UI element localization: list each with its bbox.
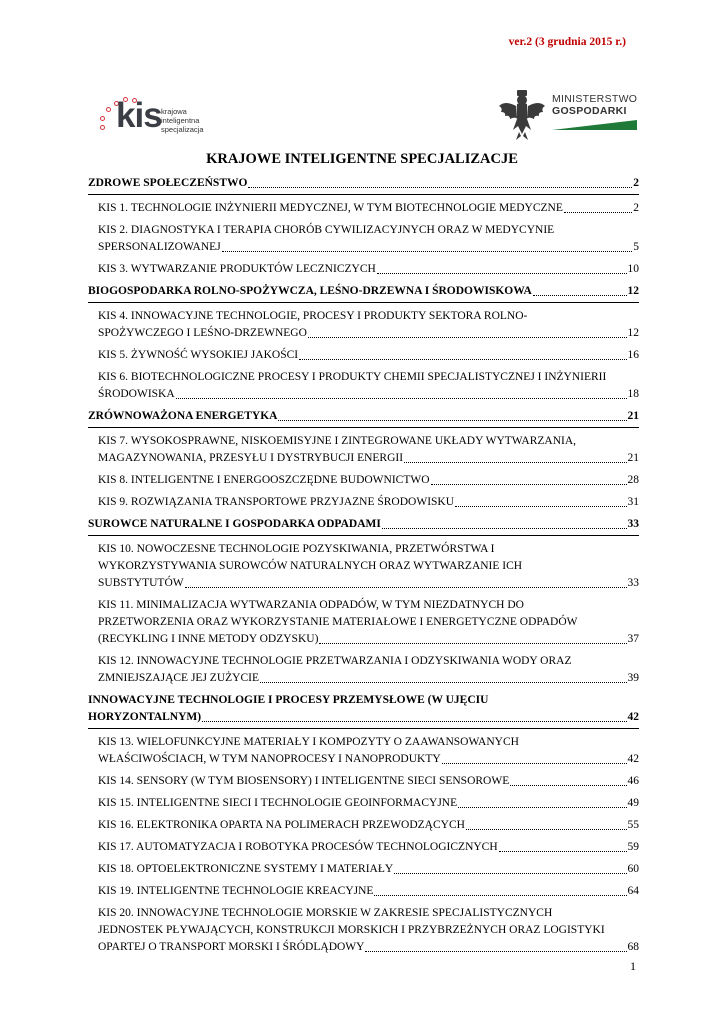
toc-section-title: HORYZONTALNYM) (88, 711, 202, 723)
toc-section-heading[interactable] (88, 283, 639, 303)
toc-entry[interactable] (98, 200, 639, 217)
toc-page-number: 60 (627, 863, 639, 875)
kis-logo-line: krajowa (161, 107, 187, 116)
dot-leader (278, 420, 626, 421)
polish-eagle-emblem-icon (497, 88, 547, 142)
toc-page-number: 28 (627, 474, 639, 486)
page-number: 1 (630, 959, 636, 973)
toc-section-title: ZDROWE SPOŁECZEŃSTWO (88, 177, 248, 189)
toc-entry[interactable] (98, 883, 639, 900)
toc-page-number: 16 (627, 349, 639, 361)
toc-entry-title: SPOŻYWCZEGO I LEŚNO-DRZEWNEGO (98, 327, 307, 339)
toc-entry[interactable] (98, 347, 639, 364)
kis-logo-line: specjalizacja (161, 125, 204, 134)
dot-leader (202, 721, 626, 722)
toc-page-number: 49 (627, 797, 639, 809)
toc-entry-title: KIS 16. ELEKTRONIKA OPARTA NA POLIMERACH PRZEWODZĄCYCH (98, 819, 465, 831)
toc-entry-title: KIS 12. INNOWACYJNE TECHNOLOGIE PRZETWARZANIA I ODZYSKIWANIA WODY ORAZ (98, 655, 572, 667)
dot-leader (455, 506, 626, 507)
toc-page-number: 5 (633, 241, 639, 253)
dot-leader (308, 337, 627, 338)
toc-entry-title: KIS 4. INNOWACYJNE TECHNOLOGIE, PROCESY I PRODUKTY SEKTORA ROLNO- (98, 310, 528, 322)
toc-entry-title: WYKORZYSTYWANIA SUROWCÓW NATURALNYCH ORAZ WYTWARZANIE ICH (98, 560, 523, 572)
logo-dot (106, 107, 111, 112)
ministry-line-1: MINISTERSTWO (552, 93, 638, 105)
toc-page-number: 33 (627, 577, 639, 589)
toc-entry[interactable] (98, 817, 639, 834)
toc-entry-title: KIS 6. BIOTECHNOLOGICZNE PROCESY I PRODUKTY CHEMII SPECJALISTYCZNEJ I INŻYNIERII (98, 371, 607, 383)
dot-leader (319, 643, 626, 644)
toc-entry[interactable] (98, 222, 639, 256)
toc-entry[interactable] (98, 472, 639, 489)
kis-logo-line: inteligentna (161, 116, 200, 125)
dot-leader (299, 359, 626, 360)
toc-section-title: ZRÓWNOWAŻONA ENERGETYKA (88, 410, 278, 422)
toc-entry[interactable] (98, 541, 639, 592)
toc-page-number: 37 (627, 633, 639, 645)
toc-page-number: 55 (627, 819, 639, 831)
toc-page-number: 12 (627, 285, 639, 297)
dot-leader (382, 528, 627, 529)
toc-entry-title: KIS 19. INTELIGENTNE TECHNOLOGIE KREACYJNE (98, 885, 374, 897)
dot-leader (564, 212, 632, 213)
toc-entry[interactable] (98, 839, 639, 856)
toc-entry-title: KIS 10. NOWOCZESNE TECHNOLOGIE POZYSKIWANIA, PRZETWÓRSTWA I (98, 543, 495, 555)
toc-page-number: 33 (627, 518, 639, 530)
toc-entry[interactable] (98, 261, 639, 278)
logo-dot (100, 125, 105, 130)
toc-entry-title: KIS 3. WYTWARZANIE PRODUKTÓW LECZNICZYCH (98, 263, 376, 275)
toc-section-title: SUROWCE NATURALNE I GOSPODARKA ODPADAMI (88, 518, 381, 530)
toc-entry[interactable] (98, 734, 639, 768)
ministry-logo (497, 88, 637, 142)
toc-entry-title: JEDNOSTEK PŁYWAJĄCYCH, KONSTRUKCJI MORSKICH I PRZYBRZEŻNYCH ORAZ LOGISTYKI (98, 924, 605, 936)
toc-entry-title: OPARTEJ O TRANSPORT MORSKI I ŚRÓDLĄDOWY (98, 941, 365, 953)
toc-entry-title: ZMNIEJSZAJĄCE JEJ ZUŻYCIE (98, 672, 259, 684)
toc-page-number: 42 (627, 711, 639, 723)
version-label: ver.2 (3 grudnia 2015 r.) (508, 36, 626, 48)
toc-section-heading[interactable] (88, 692, 639, 729)
kis-logo (97, 94, 222, 138)
dot-leader (260, 682, 627, 683)
toc-entry-title: KIS 5. ŻYWNOŚĆ WYSOKIEJ JAKOŚCI (98, 349, 299, 361)
toc-entry[interactable] (98, 597, 639, 648)
toc-entry[interactable] (98, 494, 639, 511)
toc-entry-title: KIS 18. OPTOELEKTRONICZNE SYSTEMY I MATERIAŁY (98, 863, 394, 875)
toc-entry-title: WŁAŚCIWOŚCIACH, W TYM NANOPROCESY I NANOPRODUKTY (98, 753, 441, 765)
toc-entry[interactable] (98, 653, 639, 687)
logo-dot (100, 116, 105, 121)
toc-page-number: 68 (627, 941, 639, 953)
toc-section-heading[interactable] (88, 408, 639, 428)
dot-leader (458, 807, 626, 808)
ministry-green-stripe-icon (552, 120, 637, 130)
toc-page-number: 59 (627, 841, 639, 853)
dot-leader (176, 398, 627, 399)
dot-leader (510, 785, 626, 786)
dot-leader (394, 873, 626, 874)
toc-entry-title: SUBSTYTUTÓW (98, 577, 184, 589)
toc-page-number: 10 (627, 263, 639, 275)
toc-page-number: 18 (627, 388, 639, 400)
toc-entry-title: KIS 13. WIELOFUNKCYJNE MATERIAŁY I KOMPOZYTY O ZAAWANSOWANYCH (98, 736, 519, 748)
toc-entry-title: (RECYKLING I INNE METODY ODZYSKU) (98, 633, 319, 645)
toc-entry-title: KIS 20. INNOWACYJNE TECHNOLOGIE MORSKIE W ZAKRESIE SPECJALISTYCZNYCH (98, 907, 553, 919)
toc-page-number: 12 (627, 327, 639, 339)
toc-entry[interactable] (98, 308, 639, 342)
dot-leader (499, 851, 627, 852)
document-title: KRAJOWE INTELIGENTNE SPECJALIZACJE (206, 151, 518, 167)
toc-section-title: BIOGOSPODARKA ROLNO-SPOŻYWCZA, LEŚNO-DRZEWNA I ŚRODOWISKOWA (88, 285, 532, 297)
toc-section-heading[interactable] (88, 175, 639, 195)
toc-entry[interactable] (98, 433, 639, 467)
toc-page-number: 21 (627, 410, 639, 422)
dot-leader (248, 187, 632, 188)
toc-entry-title: KIS 15. INTELIGENTNE SIECI I TECHNOLOGIE GEOINFORMACYJNE (98, 797, 458, 809)
dot-leader (365, 951, 626, 952)
dot-leader (222, 251, 633, 252)
toc-page-number: 46 (627, 775, 639, 787)
dot-leader (377, 273, 627, 274)
toc-entry-title: KIS 17. AUTOMATYZACJA I ROBOTYKA PROCESÓW TECHNOLOGICZNYCH (98, 841, 498, 853)
toc-entry-title: KIS 2. DIAGNOSTYKA I TERAPIA CHORÓB CYWILIZACYJNYCH ORAZ W MEDYCYNIE (98, 224, 555, 236)
toc-entry-title: KIS 11. MINIMALIZACJA WYTWARZANIA ODPADÓW, W TYM NIEZDATNYCH DO (98, 599, 524, 611)
toc-entry[interactable] (98, 773, 639, 790)
ministry-logo-text (552, 93, 637, 117)
toc-page-number: 2 (633, 202, 639, 214)
toc-page-number: 31 (627, 496, 639, 508)
dot-leader (185, 587, 627, 588)
toc-entry[interactable] (98, 905, 639, 956)
ministry-line-2: GOSPODARKI (552, 105, 627, 117)
toc-entry-title: KIS 1. TECHNOLOGIE INŻYNIERII MEDYCZNEJ, W TYM BIOTECHNOLOGIE MEDYCZNE (98, 202, 563, 214)
dot-leader (442, 763, 627, 764)
toc-entry[interactable] (98, 369, 639, 403)
dot-leader (404, 462, 626, 463)
kis-logo-word: kis (116, 96, 162, 135)
toc-page-number: 42 (627, 753, 639, 765)
toc-entry-title: SPERSONALIZOWANEJ (98, 241, 221, 253)
toc-entry-title: KIS 7. WYSOKOSPRAWNE, NISKOEMISYJNE I ZINTEGROWANE UKŁADY WYTWARZANIA, (98, 435, 577, 447)
toc-page-number: 2 (633, 177, 639, 189)
toc-section-title: INNOWACYJNE TECHNOLOGIE I PROCESY PRZEMYSŁOWE (W UJĘCIU (88, 694, 489, 706)
dot-leader (374, 895, 626, 896)
toc-page-number: 21 (627, 452, 639, 464)
toc-entry-title: MAGAZYNOWANIA, PRZESYŁU I DYSTRYBUCJI ENERGII (98, 452, 404, 464)
table-of-contents (88, 175, 639, 961)
toc-entry-title: KIS 14. SENSORY (W TYM BIOSENSORY) I INTELIGENTNE SIECI SENSOROWE (98, 775, 510, 787)
toc-entry-title: KIS 8. INTELIGENTNE I ENERGOOSZCZĘDNE BUDOWNICTWO (98, 474, 430, 486)
toc-entry-title: KIS 9. ROZWIĄZANIA TRANSPORTOWE PRZYJAZNE ŚRODOWISKU (98, 496, 455, 508)
dot-leader (466, 829, 627, 830)
toc-entry-title: PRZETWORZENIA ORAZ WYKORZYSTANIE MATERIAŁOWE I ENERGETYCZNE ODPADÓW (98, 616, 578, 628)
toc-entry[interactable] (98, 795, 639, 812)
toc-entry[interactable] (98, 861, 639, 878)
toc-page-number: 64 (627, 885, 639, 897)
dot-leader (431, 484, 627, 485)
toc-section-heading[interactable] (88, 516, 639, 536)
toc-entry-title: ŚRODOWISKA (98, 388, 175, 400)
dot-leader (533, 295, 627, 296)
toc-page-number: 39 (627, 672, 639, 684)
kis-logo-subtitle (161, 107, 204, 134)
